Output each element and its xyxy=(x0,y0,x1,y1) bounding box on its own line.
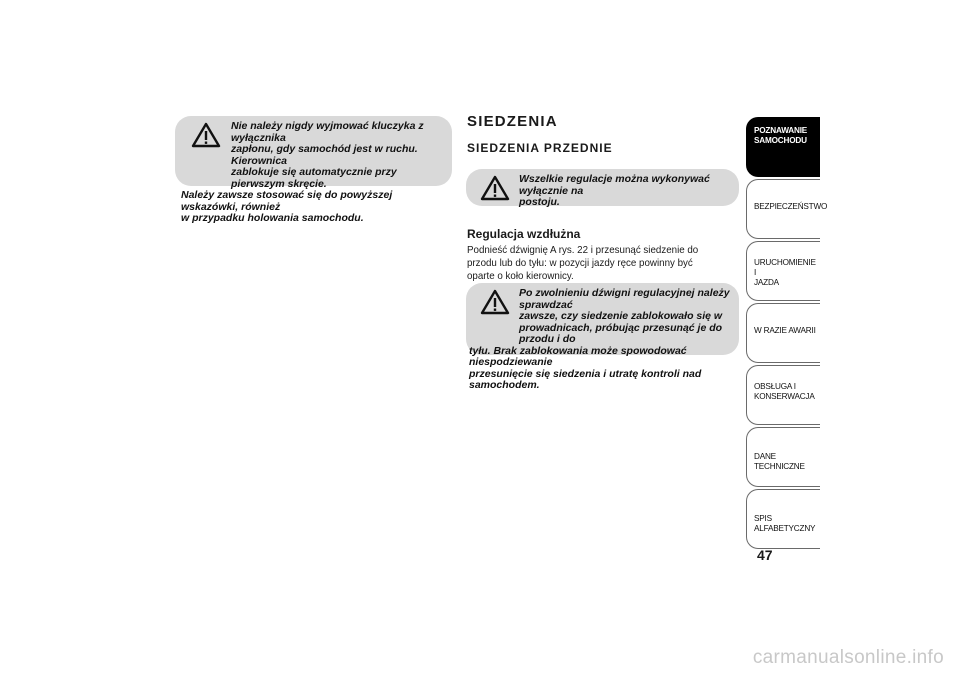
warning-line: zablokuje się automatycznie przy pierwszym skręcie. xyxy=(231,166,397,190)
tab-label: JAZDA xyxy=(754,278,779,287)
section-title: SIEDZENIA xyxy=(467,113,558,130)
page-number: 47 xyxy=(757,547,773,563)
tab-label: W RAZIE AWARII xyxy=(754,326,816,335)
topic-title: Regulacja wzdłużna xyxy=(467,227,581,241)
tab-label: URUCHOMIENIE I xyxy=(754,258,816,277)
subsection-title: SIEDZENIA PRZEDNIE xyxy=(467,141,613,155)
watermark: carmanualsonline.info xyxy=(752,647,944,668)
warning-box-key xyxy=(175,116,452,224)
warning-line: postoju. xyxy=(519,196,560,208)
warning-line: zapłonu, gdy samochód jest w ruchu. Kierownica xyxy=(231,143,418,167)
tab-poznawanie-samochodu[interactable] xyxy=(746,117,820,177)
warning-line: Wszelkie regulacje można wykonywać wyłącznie na xyxy=(519,173,710,197)
warning-line: Należy zawsze stosować się do powyższej wskazówki, również xyxy=(181,189,393,213)
tab-label: KONSERWACJA xyxy=(754,392,815,401)
warning-line: prowadnicach, próbując przesunąć je do przodu i do xyxy=(519,321,723,345)
tab-dane-techniczne[interactable] xyxy=(746,427,820,487)
chapter-tabs xyxy=(746,117,828,551)
tab-uruchomienie-i-jazda[interactable] xyxy=(746,241,820,301)
tab-label: SAMOCHODU xyxy=(754,136,807,145)
tab-label: OBSŁUGA I xyxy=(754,382,796,391)
tab-label: DANE TECHNICZNE xyxy=(754,452,805,471)
warning-line: zawsze, czy siedzenie zablokowało się w xyxy=(519,310,723,322)
tab-bezpieczenstwo[interactable] xyxy=(746,179,828,239)
tab-label: SPIS ALFABETYCZNY xyxy=(754,514,816,533)
tab-obsluga-i-konserwacja[interactable] xyxy=(746,365,820,425)
tab-label: POZNAWANIE xyxy=(754,126,808,135)
warning-line: Po zwolnieniu dźwigni regulacyjnej należy sprawdzać xyxy=(519,287,730,311)
tab-label: BEZPIECZEŃSTWO xyxy=(754,202,828,211)
warning-line: Nie należy nigdy wyjmować kluczyka z wyłącznika xyxy=(231,120,424,144)
tab-spis-alfabetyczny[interactable] xyxy=(746,489,820,549)
warning-line: w przypadku holowania samochodu. xyxy=(181,212,364,224)
warning-line: tyłu. Brak zablokowania może spowodować niespodziewanie xyxy=(469,344,687,368)
warning-box-lever xyxy=(466,283,739,391)
warning-line: przesunięcie się siedzenia i utratę kontroli nad samochodem. xyxy=(469,367,702,391)
tab-w-razie-awarii[interactable] xyxy=(746,303,820,363)
body-paragraph: Podnieść dźwignię A rys. 22 i przesunąć siedzenie do przodu lub do tyłu: w pozycji jazdy ręce powinny być oparte o koło kierownicy. xyxy=(467,244,699,282)
warning-box-adjust xyxy=(466,169,739,206)
